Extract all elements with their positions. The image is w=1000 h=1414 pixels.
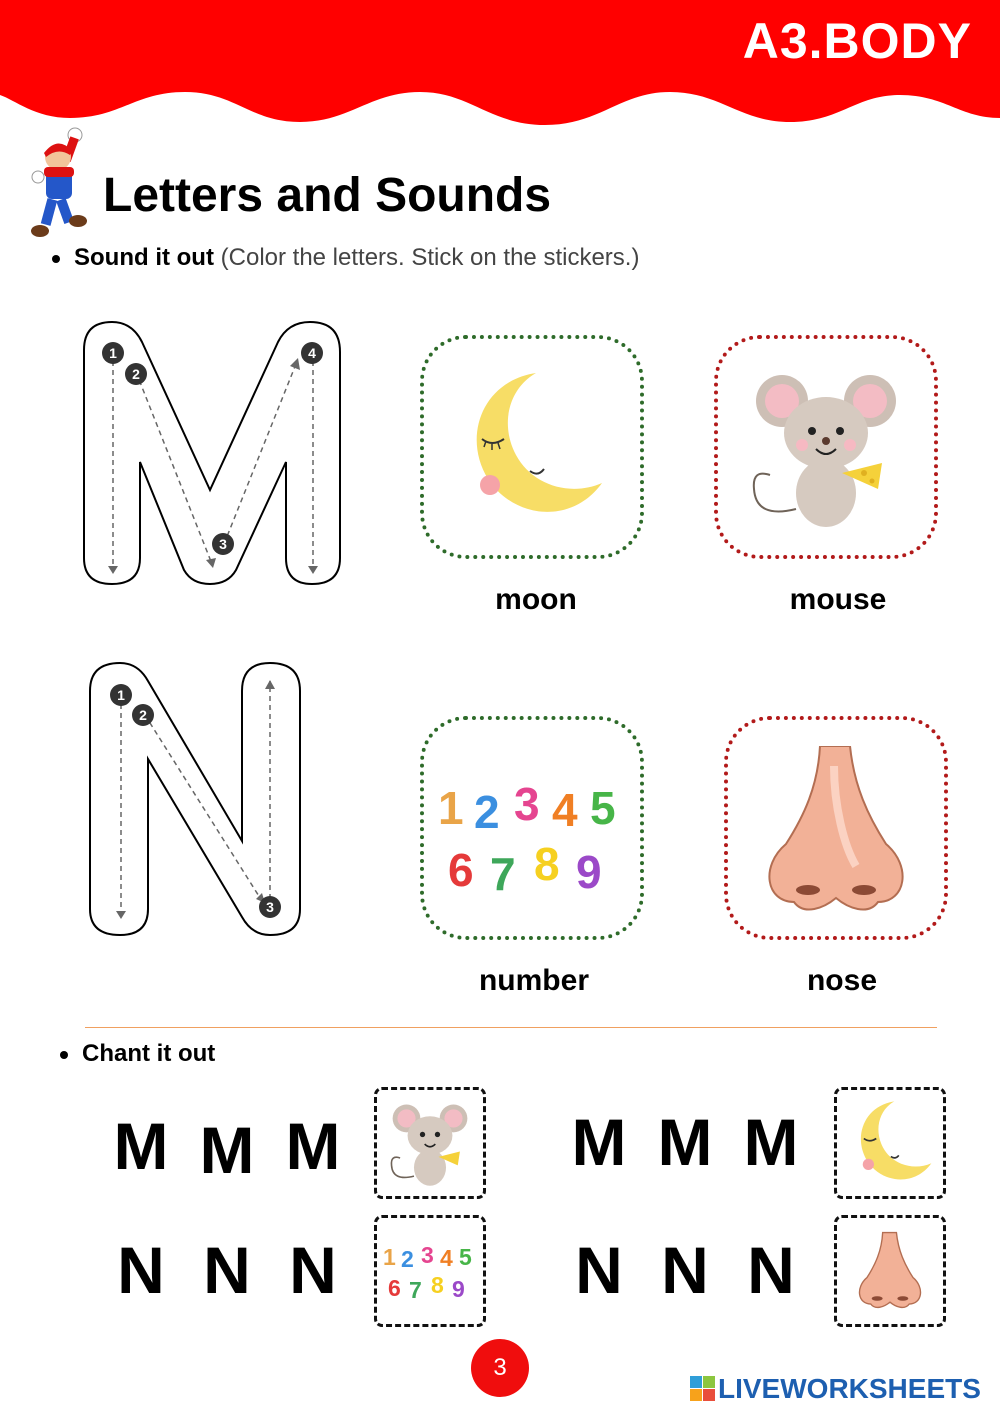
chant-row (556, 1104, 814, 1180)
svg-text:7: 7 (490, 848, 516, 896)
svg-text:6: 6 (388, 1275, 401, 1301)
svg-text:4: 4 (440, 1245, 453, 1271)
page-title: Letters and Sounds (103, 169, 552, 222)
svg-text:7: 7 (409, 1277, 422, 1302)
chant-letter: M (743, 1105, 799, 1179)
word-nose: nose (806, 964, 878, 997)
svg-text:8: 8 (534, 838, 560, 890)
section-label: Chant it out (82, 1040, 216, 1067)
chant-letter: N (661, 1233, 709, 1307)
bullet-icon (52, 255, 60, 263)
chant-letter: M (657, 1105, 713, 1179)
svg-text:9: 9 (452, 1276, 465, 1302)
chant-row (556, 1232, 814, 1308)
chant-row (98, 1108, 356, 1188)
sound-it-out-instruction (52, 244, 639, 272)
stroke-number: 3 (219, 536, 227, 552)
stroke-number: 3 (266, 899, 274, 915)
chant-letter: N (575, 1233, 623, 1307)
nose-icon (857, 1226, 923, 1316)
svg-text:8: 8 (431, 1272, 444, 1298)
chant-row (98, 1232, 356, 1308)
svg-text:2: 2 (474, 786, 500, 838)
sticker-slot-mouse[interactable] (714, 335, 938, 559)
svg-text:1: 1 (383, 1244, 396, 1270)
svg-text:3: 3 (514, 778, 540, 830)
chant-it-out-heading (60, 1040, 215, 1068)
svg-text:5: 5 (459, 1244, 472, 1270)
chant-letter: M (199, 1113, 255, 1187)
word-moon: moon (495, 583, 577, 616)
chant-letter: M (285, 1109, 341, 1183)
chant-picture-box[interactable] (834, 1087, 946, 1199)
svg-text:5: 5 (590, 782, 616, 834)
word-number: number (478, 964, 589, 997)
brand-name: LIVEWORKSHEETS (718, 1373, 981, 1404)
numbers-icon (381, 1240, 479, 1302)
moon-icon (847, 1098, 937, 1188)
chant-picture-box[interactable] (834, 1215, 946, 1327)
moon-icon (452, 367, 612, 527)
stroke-number: 2 (132, 366, 140, 382)
svg-text:4: 4 (552, 784, 578, 836)
chant-letter: M (113, 1109, 169, 1183)
mouse-icon (385, 1096, 475, 1190)
brand-logo (690, 1374, 981, 1404)
liveworksheets-logo-icon (690, 1376, 716, 1402)
unit-title: A3.BODY (742, 13, 972, 69)
svg-text:2: 2 (401, 1246, 414, 1272)
mouse-icon (746, 359, 906, 535)
sticker-slot-moon[interactable] (420, 335, 644, 559)
svg-text:3: 3 (421, 1242, 434, 1268)
chant-picture-box[interactable] (374, 1215, 486, 1327)
word-mouse: mouse (789, 583, 887, 616)
page-number: 3 (471, 1339, 529, 1397)
sticker-slot-number[interactable] (420, 716, 644, 940)
sticker-slot-nose[interactable] (724, 716, 948, 940)
svg-text:9: 9 (576, 846, 602, 896)
chant-letter: N (203, 1233, 251, 1307)
nose-icon (764, 746, 908, 914)
mascot-icon (30, 125, 92, 243)
stroke-number: 2 (139, 707, 147, 723)
stroke-number: 4 (308, 345, 316, 361)
svg-text:6: 6 (448, 844, 474, 896)
chant-letter: M (571, 1105, 627, 1179)
svg-text:1: 1 (438, 782, 464, 834)
stroke-number: 1 (117, 687, 125, 703)
chant-letter: N (747, 1233, 795, 1307)
section-divider (85, 1027, 937, 1028)
letter-n-tracing[interactable] (90, 663, 304, 939)
chant-picture-box[interactable] (374, 1087, 486, 1199)
stroke-number: 1 (109, 345, 117, 361)
chant-letter: N (289, 1233, 337, 1307)
instruction-text: (Color the letters. Stick on the stickers.) (220, 244, 640, 271)
chant-letter: N (117, 1233, 165, 1307)
section-label: Sound it out (74, 244, 214, 271)
letter-m-tracing[interactable] (84, 322, 346, 588)
numbers-icon (434, 776, 630, 896)
bullet-icon (60, 1051, 68, 1059)
